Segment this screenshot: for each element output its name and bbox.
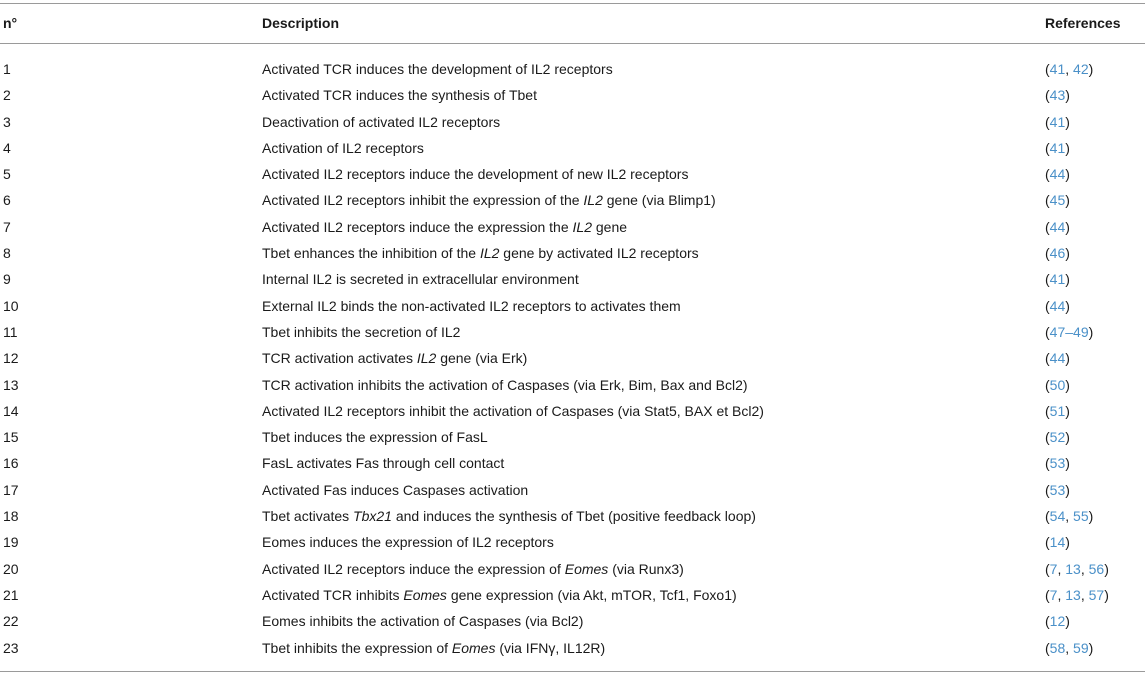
row-number: 7 bbox=[3, 218, 11, 235]
reference-link[interactable]: 59 bbox=[1073, 639, 1089, 656]
reference-link[interactable]: 41 bbox=[1049, 61, 1066, 77]
row-references: (7, 13, 57) bbox=[1045, 586, 1109, 603]
table-row bbox=[0, 609, 1145, 635]
row-number: 4 bbox=[3, 139, 11, 156]
reference-link[interactable]: 44 bbox=[1049, 297, 1066, 314]
description-segment: Activated IL2 receptors inhibit the activation of Caspases (via Stat5, BAX et Bcl2) bbox=[262, 402, 764, 419]
row-references: (41) bbox=[1045, 139, 1070, 156]
row-references: (43) bbox=[1045, 87, 1070, 104]
description-segment: Internal IL2 is secreted in extracellular environment bbox=[262, 271, 579, 288]
description-segment: Tbet inhibits the expression of bbox=[262, 639, 452, 656]
row-description bbox=[262, 612, 583, 630]
row-description bbox=[262, 244, 699, 262]
description-segment: Tbet enhances the inhibition of the bbox=[262, 245, 480, 262]
description-segment: gene bbox=[591, 218, 628, 235]
row-description bbox=[262, 60, 613, 78]
row-number: 6 bbox=[3, 192, 11, 209]
table-row bbox=[0, 83, 1145, 109]
row-description bbox=[262, 323, 460, 341]
reference-link[interactable]: 51 bbox=[1049, 402, 1066, 419]
description-segment: External IL2 binds the non-activated IL2 receptors to activates them bbox=[262, 297, 681, 314]
table-row bbox=[0, 583, 1145, 609]
table-row bbox=[0, 478, 1145, 504]
description-segment: TCR activation activates bbox=[262, 350, 417, 367]
row-number: 1 bbox=[3, 61, 11, 77]
row-references: (12) bbox=[1045, 613, 1070, 630]
reference-link[interactable]: 13 bbox=[1065, 560, 1081, 577]
row-references: (44) bbox=[1045, 297, 1070, 314]
description-segment: Activated IL2 receptors induce the development of new IL2 receptors bbox=[262, 166, 689, 183]
description-segment: Activated Fas induces Caspases activation bbox=[262, 481, 529, 498]
row-references: (58, 59) bbox=[1045, 639, 1094, 656]
description-segment: gene (via Blimp1) bbox=[602, 192, 716, 209]
reference-link[interactable]: 14 bbox=[1049, 534, 1066, 551]
table-row bbox=[0, 425, 1145, 451]
row-references: (14) bbox=[1045, 534, 1070, 551]
row-description bbox=[262, 402, 764, 420]
table-body bbox=[0, 57, 1145, 662]
row-references: (44) bbox=[1045, 350, 1070, 367]
description-italic-segment: Eomes bbox=[451, 639, 496, 656]
description-segment: FasL activates Fas through cell contact bbox=[262, 455, 505, 472]
table-row bbox=[0, 636, 1145, 662]
table-row bbox=[0, 504, 1145, 530]
description-segment: Tbet induces the expression of FasL bbox=[262, 429, 488, 446]
table-row bbox=[0, 399, 1145, 425]
table-row bbox=[0, 188, 1145, 214]
row-description bbox=[262, 218, 627, 236]
row-number: 9 bbox=[3, 271, 11, 288]
row-number: 21 bbox=[3, 586, 19, 603]
header-rule bbox=[0, 43, 1145, 44]
table-top-rule bbox=[0, 3, 1145, 4]
row-references: (44) bbox=[1045, 218, 1070, 235]
reference-link[interactable]: 52 bbox=[1049, 429, 1066, 446]
row-number: 10 bbox=[3, 297, 19, 314]
description-segment: (via Runx3) bbox=[608, 560, 684, 577]
reference-link[interactable]: 41 bbox=[1049, 139, 1066, 156]
table-row bbox=[0, 346, 1145, 372]
row-references: (50) bbox=[1045, 376, 1070, 393]
table-row bbox=[0, 136, 1145, 162]
row-description bbox=[262, 349, 527, 367]
row-number: 12 bbox=[3, 350, 19, 367]
reference-link[interactable]: 50 bbox=[1049, 376, 1066, 393]
description-segment: Eomes inhibits the activation of Caspases (via Bcl2) bbox=[262, 613, 584, 630]
reference-link[interactable]: 57 bbox=[1088, 586, 1105, 603]
header-description: Description bbox=[262, 15, 340, 31]
row-description bbox=[262, 454, 504, 472]
description-italic-segment: IL2 bbox=[572, 218, 592, 235]
row-number: 17 bbox=[3, 481, 19, 498]
reference-link[interactable]: 54 bbox=[1049, 508, 1066, 525]
description-segment: Deactivation of activated IL2 receptors bbox=[262, 113, 501, 130]
row-references: (46) bbox=[1045, 245, 1070, 262]
row-description bbox=[262, 560, 684, 578]
row-references: (52) bbox=[1045, 429, 1070, 446]
row-number: 23 bbox=[3, 639, 19, 656]
row-description bbox=[262, 507, 756, 525]
table-row bbox=[0, 530, 1145, 556]
description-segment: Tbet activates bbox=[262, 508, 354, 525]
table-row bbox=[0, 320, 1145, 346]
row-references: (41, 42) bbox=[1045, 61, 1094, 77]
reference-link[interactable]: 53 bbox=[1049, 455, 1066, 472]
row-number: 20 bbox=[3, 560, 19, 577]
table-bottom-rule bbox=[0, 671, 1145, 672]
row-number: 18 bbox=[3, 508, 19, 525]
row-references: (7, 13, 56) bbox=[1045, 560, 1109, 577]
row-references: (41) bbox=[1045, 113, 1070, 130]
row-description bbox=[262, 481, 528, 499]
reference-link[interactable]: 44 bbox=[1049, 218, 1066, 235]
row-description bbox=[262, 376, 748, 394]
row-references: (45) bbox=[1045, 192, 1070, 209]
table-row bbox=[0, 162, 1145, 188]
row-description bbox=[262, 586, 737, 604]
row-description bbox=[262, 428, 488, 446]
description-segment: gene expression (via Akt, mTOR, Tcf1, Foxo1) bbox=[446, 586, 737, 603]
table-row bbox=[0, 294, 1145, 320]
row-number: 15 bbox=[3, 429, 19, 446]
row-description bbox=[262, 165, 688, 183]
reference-link[interactable]: 43 bbox=[1049, 87, 1066, 104]
reference-link[interactable]: 55 bbox=[1073, 508, 1089, 525]
reference-link[interactable]: 47–49 bbox=[1049, 323, 1089, 340]
table-row bbox=[0, 373, 1145, 399]
description-italic-segment: IL2 bbox=[479, 245, 500, 262]
reference-link[interactable]: 44 bbox=[1049, 350, 1066, 367]
header-references: References bbox=[1045, 15, 1121, 31]
row-references: (53) bbox=[1045, 455, 1070, 472]
reference-link[interactable]: 13 bbox=[1065, 586, 1081, 603]
row-number: 3 bbox=[3, 113, 11, 130]
row-references: (44) bbox=[1045, 166, 1070, 183]
reference-link[interactable]: 53 bbox=[1049, 481, 1066, 498]
row-number: 22 bbox=[3, 613, 19, 630]
table-row bbox=[0, 57, 1145, 83]
header-number: n° bbox=[3, 15, 18, 31]
reference-link[interactable]: 56 bbox=[1088, 560, 1105, 577]
row-number: 16 bbox=[3, 455, 19, 472]
description-italic-segment: IL2 bbox=[416, 350, 437, 367]
reference-link[interactable]: 7 bbox=[1049, 586, 1058, 603]
row-description bbox=[262, 297, 681, 315]
reference-link[interactable]: 7 bbox=[1049, 560, 1058, 577]
row-description bbox=[262, 270, 579, 288]
description-italic-segment: Tbx21 bbox=[353, 508, 392, 525]
row-description bbox=[262, 86, 537, 104]
description-segment: Activation of IL2 receptors bbox=[262, 139, 424, 156]
description-segment: (via IFNγ, IL12R) bbox=[495, 639, 606, 656]
reference-link[interactable]: 46 bbox=[1049, 245, 1066, 262]
row-number: 13 bbox=[3, 376, 19, 393]
row-number: 19 bbox=[3, 534, 19, 551]
row-number: 14 bbox=[3, 402, 19, 419]
table-row bbox=[0, 557, 1145, 583]
description-italic-segment: Eomes bbox=[564, 560, 609, 577]
row-description bbox=[262, 639, 605, 657]
description-segment: Activated TCR induces the development of IL2 receptors bbox=[262, 61, 613, 77]
description-segment: Eomes induces the expression of IL2 receptors bbox=[262, 534, 554, 551]
table-row bbox=[0, 451, 1145, 477]
row-number: 5 bbox=[3, 166, 11, 183]
row-number: 2 bbox=[3, 87, 11, 104]
table-row bbox=[0, 215, 1145, 241]
description-segment: Activated IL2 receptors induce the expression the bbox=[262, 218, 573, 235]
reference-link[interactable]: 44 bbox=[1049, 166, 1066, 183]
description-segment: gene by activated IL2 receptors bbox=[499, 245, 699, 262]
row-references: (54, 55) bbox=[1045, 508, 1094, 525]
row-references: (47–49) bbox=[1045, 323, 1094, 340]
row-description bbox=[262, 191, 716, 209]
row-description bbox=[262, 113, 500, 131]
description-segment: Tbet inhibits the secretion of IL2 bbox=[262, 323, 461, 340]
table-row bbox=[0, 241, 1145, 267]
row-description bbox=[262, 139, 424, 157]
description-segment: Activated TCR induces the synthesis of Tbet bbox=[262, 87, 537, 104]
description-segment: Activated IL2 receptors induce the expression of bbox=[262, 560, 565, 577]
table-row bbox=[0, 267, 1145, 293]
row-references: (51) bbox=[1045, 402, 1070, 419]
description-segment: Activated TCR inhibits bbox=[262, 586, 404, 603]
description-segment: Activated IL2 receptors inhibit the expression of the bbox=[262, 192, 584, 209]
row-number: 11 bbox=[3, 323, 18, 340]
reference-link[interactable]: 12 bbox=[1049, 613, 1066, 630]
reference-link[interactable]: 58 bbox=[1049, 639, 1066, 656]
reference-link[interactable]: 41 bbox=[1049, 113, 1066, 130]
row-references: (41) bbox=[1045, 271, 1070, 288]
description-italic-segment: Eomes bbox=[403, 586, 447, 603]
reference-link[interactable]: 42 bbox=[1073, 61, 1089, 77]
description-segment: and induces the synthesis of Tbet (positive feedback loop) bbox=[391, 508, 756, 525]
table-row bbox=[0, 110, 1145, 136]
reference-link[interactable]: 41 bbox=[1049, 271, 1066, 288]
row-number: 8 bbox=[3, 245, 11, 262]
row-references: (53) bbox=[1045, 481, 1070, 498]
description-segment: gene (via Erk) bbox=[436, 350, 528, 367]
description-segment: TCR activation inhibits the activation of Caspases (via Erk, Bim, Bax and Bcl2) bbox=[262, 376, 748, 393]
reference-link[interactable]: 45 bbox=[1049, 192, 1066, 209]
row-description bbox=[262, 533, 554, 551]
description-italic-segment: IL2 bbox=[583, 192, 603, 209]
